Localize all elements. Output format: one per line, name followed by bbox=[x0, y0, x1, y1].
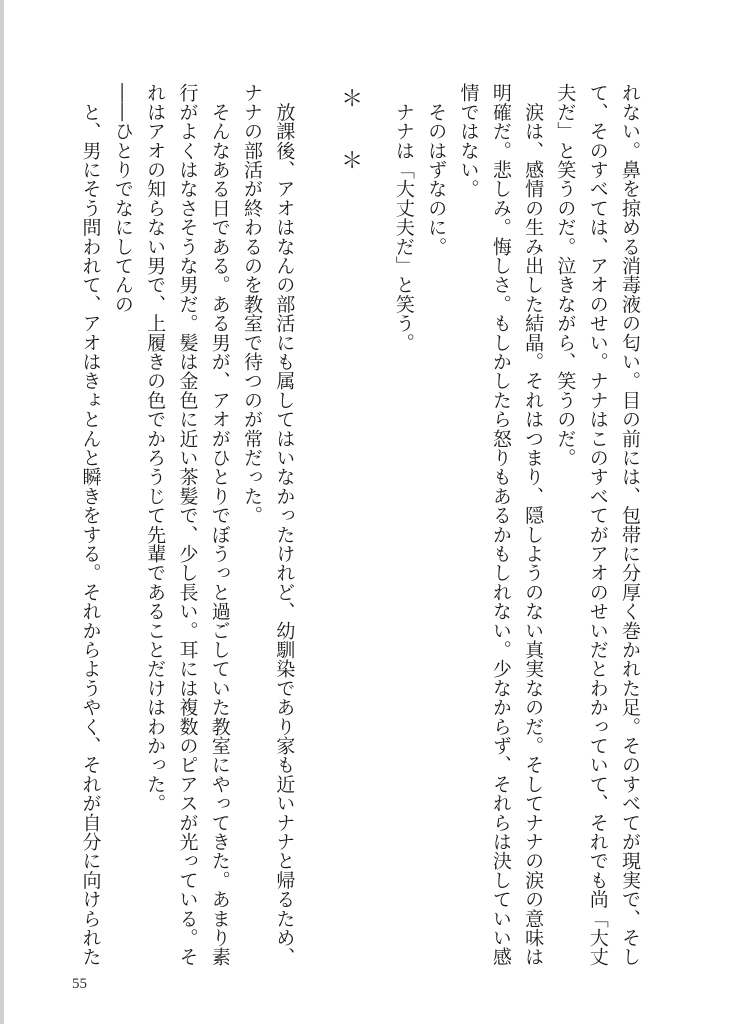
text-line: れはアオの知らない男で、上履きの色でかろうじて先輩であることだけはわかった。 bbox=[144, 83, 167, 813]
text-line: 明確だ。悲しみ。悔しさ。もしかしたら怒りもあるかもしれない。少なからず、それらは決していい感 bbox=[489, 83, 512, 967]
text-line: そのはずなのに。 bbox=[425, 83, 448, 256]
body-text bbox=[74, 83, 646, 967]
text-line: ――ひとりでなにしてんの bbox=[111, 83, 134, 314]
text-line: 放課後、アオはなんの部活にも属してはいなかったけれど、幼馴染であり家も近いナナと帰るため、 bbox=[273, 83, 296, 967]
text-line: 行がよくはなさそうな男だ。髪は金色に近い茶髪で、少し長い。耳には複数のピアスが光っている。そ bbox=[176, 83, 199, 967]
page-edge bbox=[0, 0, 4, 1024]
text-line: ナナは「大丈夫だ」と笑う。 bbox=[392, 83, 415, 352]
text-line: 夫だ」と笑うのだ。泣きながら、笑うのだ。 bbox=[554, 83, 577, 467]
text-line: 涙は、感情の生み出した結晶。それはつまり、隠しようのない真実なのだ。そしてナナの涙の意味は bbox=[522, 83, 545, 967]
page-number: 55 bbox=[72, 976, 87, 992]
text-line: れない。鼻を掠める消毒液の匂い。目の前には、包帯に分厚く巻かれた足。そのすべてが現実で、そし bbox=[619, 83, 641, 967]
text-line: ナナの部活が終わるのを教室で待つのが常だった。 bbox=[241, 83, 264, 525]
text-line: て、そのすべては、アオのせい。ナナはこのすべてがアオのせいだとわかっていて、それでも尚「大丈 bbox=[586, 83, 609, 967]
section-break-asterisks: ＊＊ bbox=[337, 87, 363, 211]
text-line: と、男にそう問われて、アオはきょとんと瞬きをする。それからようやく、それが自分に向けられた bbox=[79, 83, 102, 967]
text-line: 情ではない。 bbox=[457, 83, 480, 199]
text-line: そんなある日である。ある男が、アオがひとりでぼうっと過ごしていた教室にやってきた。あまり素 bbox=[208, 83, 231, 967]
